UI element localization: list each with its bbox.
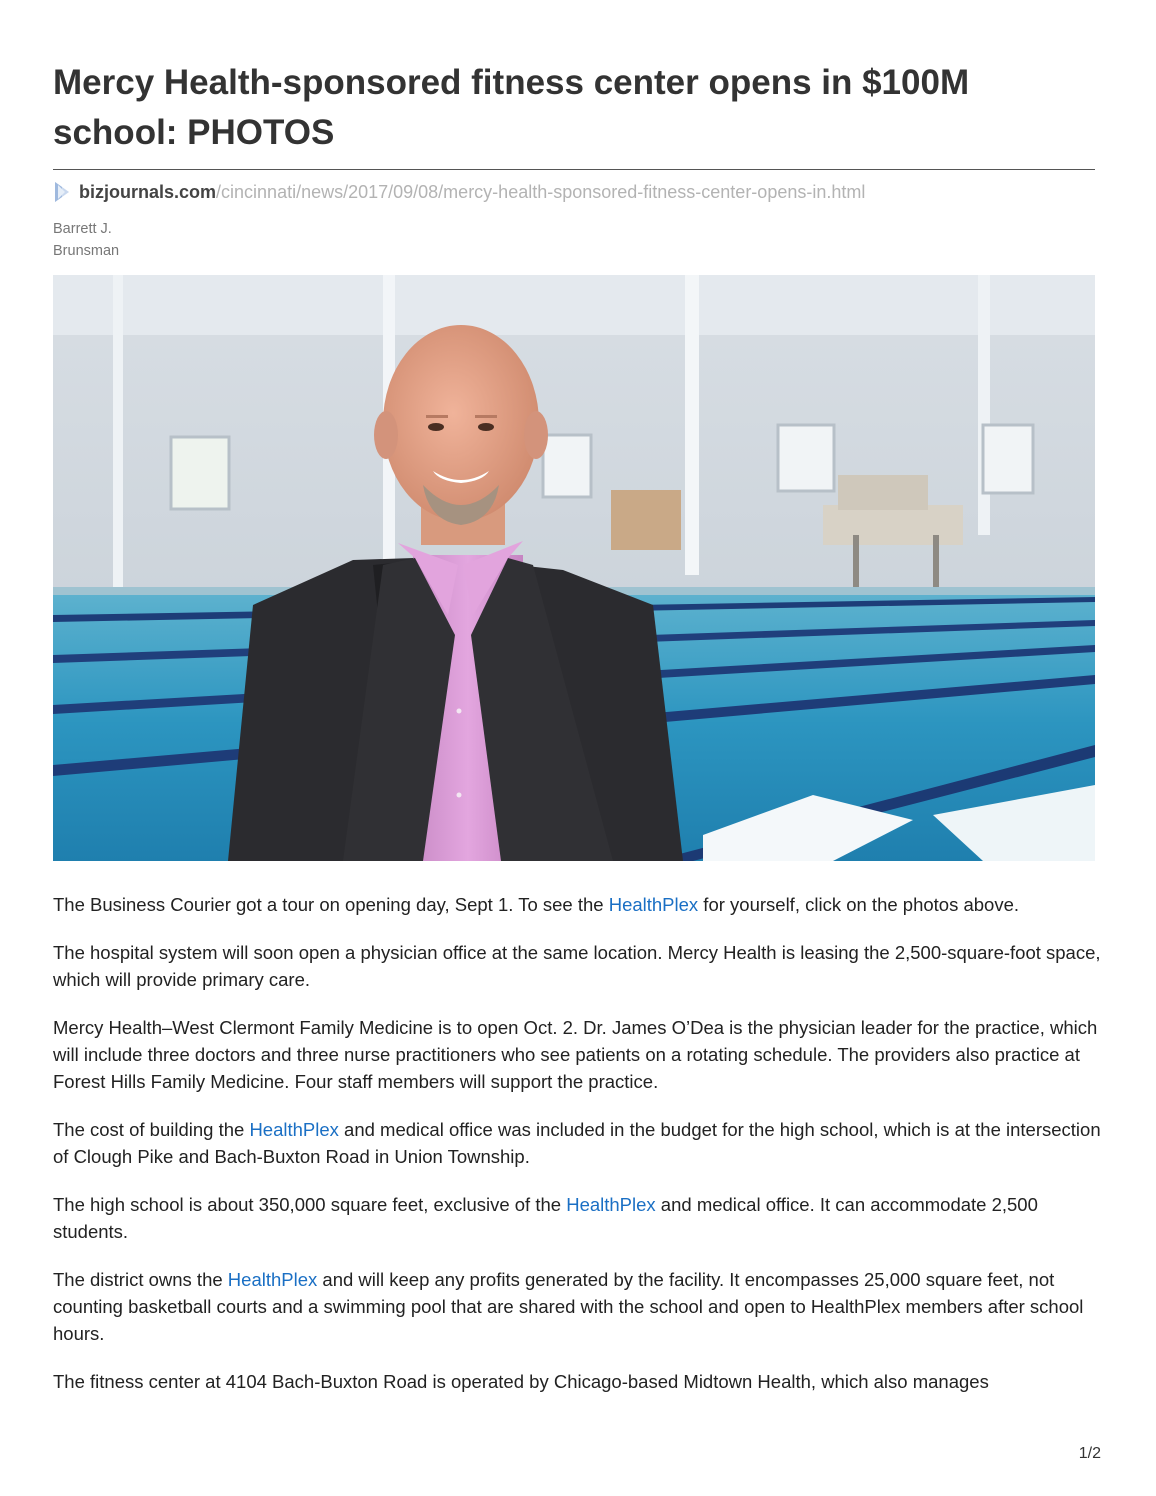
paragraph-7: The fitness center at 4104 Bach-Buxton Road is operated by Chicago-based Midtown Health, which also manages bbox=[53, 1371, 989, 1392]
author-first-name: Barrett J. bbox=[53, 221, 112, 237]
healthplex-link-1[interactable]: HealthPlex bbox=[608, 894, 699, 915]
title-divider bbox=[53, 169, 1095, 170]
article-page bbox=[53, 0, 1101, 1392]
article-body bbox=[53, 891, 1103, 1416]
healthplex-link-4[interactable]: HealthPlex bbox=[227, 1269, 318, 1290]
paragraph-4-text-b: and medical office was included in the budget for the high school, which is at the intersection of Clough Pike and Bach-Buxton Road in Union Township. bbox=[53, 1119, 1101, 1167]
healthplex-link-3[interactable]: HealthPlex bbox=[566, 1194, 656, 1215]
hero-photo[interactable] bbox=[53, 275, 1095, 861]
paragraph-6 bbox=[53, 1266, 1103, 1347]
source-line bbox=[53, 180, 1095, 204]
article-title: Mercy Health-sponsored fitness center opens in $100M school: PHOTOS bbox=[53, 63, 970, 152]
paragraph-1-text-b: for yourself, click on the photos above. bbox=[698, 894, 1020, 915]
paragraph-5-text-b: and medical office. It can accommodate 2,500 students. bbox=[53, 1194, 1038, 1242]
author-last-name: Brunsman bbox=[53, 243, 120, 259]
paragraph-1-text-a: The Business Courier got a tour on opening day, Sept 1. To see the bbox=[53, 894, 609, 915]
paragraph-3: Mercy Health–West Clermont Family Medicine is to open Oct. 2. Dr. James O’Dea is the physician leader for the practice, which will include three doctors and three nurse practitioners who see patients on a rotating schedule. The providers also practice at Forest Hills Family Medicine. Four staff members will support the practice. bbox=[53, 1017, 1098, 1092]
page-number: 1/2 bbox=[1078, 1445, 1101, 1462]
paragraph-5-text-a: The high school is about 350,000 square feet, exclusive of the bbox=[53, 1194, 567, 1215]
paragraph-6-text-b: and will keep any profits generated by the facility. It encompasses 25,000 square feet, not counting basketball courts and a swimming pool that are shared with the school and open to HealthPlex members after school hours. bbox=[53, 1269, 1084, 1344]
paragraph-4 bbox=[53, 1116, 1103, 1170]
author-byline bbox=[53, 218, 1095, 262]
source-path: /cincinnati/news/2017/09/08/mercy-health-sponsored-fitness-center-opens-in.html bbox=[216, 182, 866, 202]
paragraph-5 bbox=[53, 1191, 1103, 1245]
paragraph-2: The hospital system will soon open a physician office at the same location. Mercy Health is leasing the 2,500-square-foot space, which will provide primary care. bbox=[53, 942, 1101, 990]
healthplex-link-2[interactable]: HealthPlex bbox=[249, 1119, 339, 1140]
source-domain-link[interactable]: bizjournals.com bbox=[79, 182, 217, 202]
paragraph-6-text-a: The district owns the bbox=[53, 1269, 228, 1290]
paragraph-4-text-a: The cost of building the bbox=[53, 1119, 250, 1140]
paragraph-1 bbox=[53, 891, 1103, 918]
source-arrow-icon bbox=[53, 181, 71, 203]
